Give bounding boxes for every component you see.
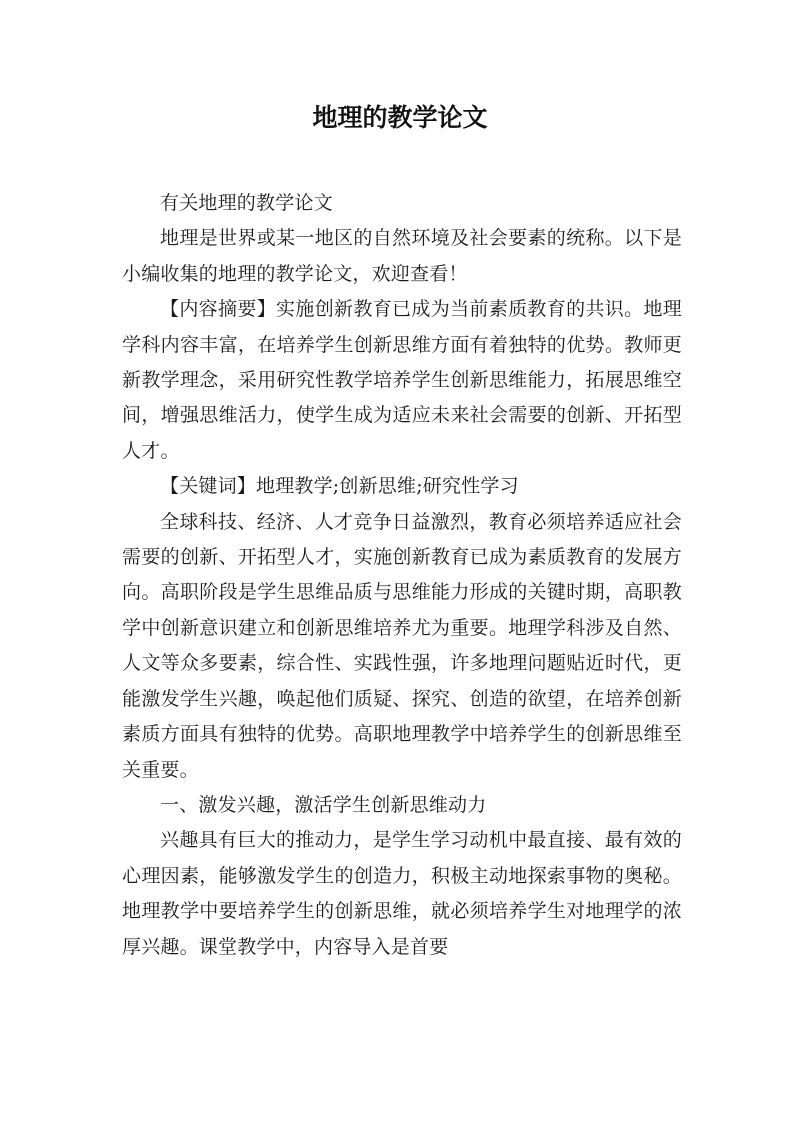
paragraph-intro: 地理是世界或某一地区的自然环境及社会要素的统称。以下是小编收集的地理的教学论文，欢迎查看！ (122, 227, 682, 285)
paragraph-heading: 有关地理的教学论文 (160, 192, 333, 214)
section-heading: 一、激发兴趣，激活学生创新思维动力 (160, 793, 487, 816)
paragraph-keywords: 【关键词】地理教学;创新思维;研究性学习 (160, 475, 519, 498)
document-body (122, 186, 682, 965)
paragraph-body: 兴趣具有巨大的推动力，是学生学习动机中最直接、最有效的心理因素，能够激发学生的创造力，积极主动地探索事物的奥秘。地理教学中要培养学生的创新思维，就必须培养学生对地理学的浓厚兴趣。课堂教学中，内容导入是首要 (122, 829, 682, 958)
paragraph-abstract: 【内容摘要】实施创新教育已成为当前素质教育的共识。地理学科内容丰富，在培养学生创新思维方面有着独特的优势。教师更新教学理念，采用研究性教学培养学生创新思维能力，拓展思维空间，增强思维活力，使学生成为适应未来社会需要的创新、开拓型人才。 (122, 298, 682, 462)
paragraph-body: 全球科技、经济、人才竞争日益激烈，教育必须培养适应社会需要的创新、开拓型人才，实施创新教育已成为素质教育的发展方向。高职阶段是学生思维品质与思维能力形成的关键时期，高职教学中创新意识建立和创新思维培养尤为重要。地理学科涉及自然、人文等众多要素，综合性、实践性强，许多地理问题贴近时代，更能激发学生兴趣，唤起他们质疑、探究、创造的欲望，在培养创新素质方面具有独特的优势。高职地理教学中培养学生的创新思维至关重要。 (122, 510, 682, 781)
document-title: 地理的教学论文 (312, 103, 488, 132)
